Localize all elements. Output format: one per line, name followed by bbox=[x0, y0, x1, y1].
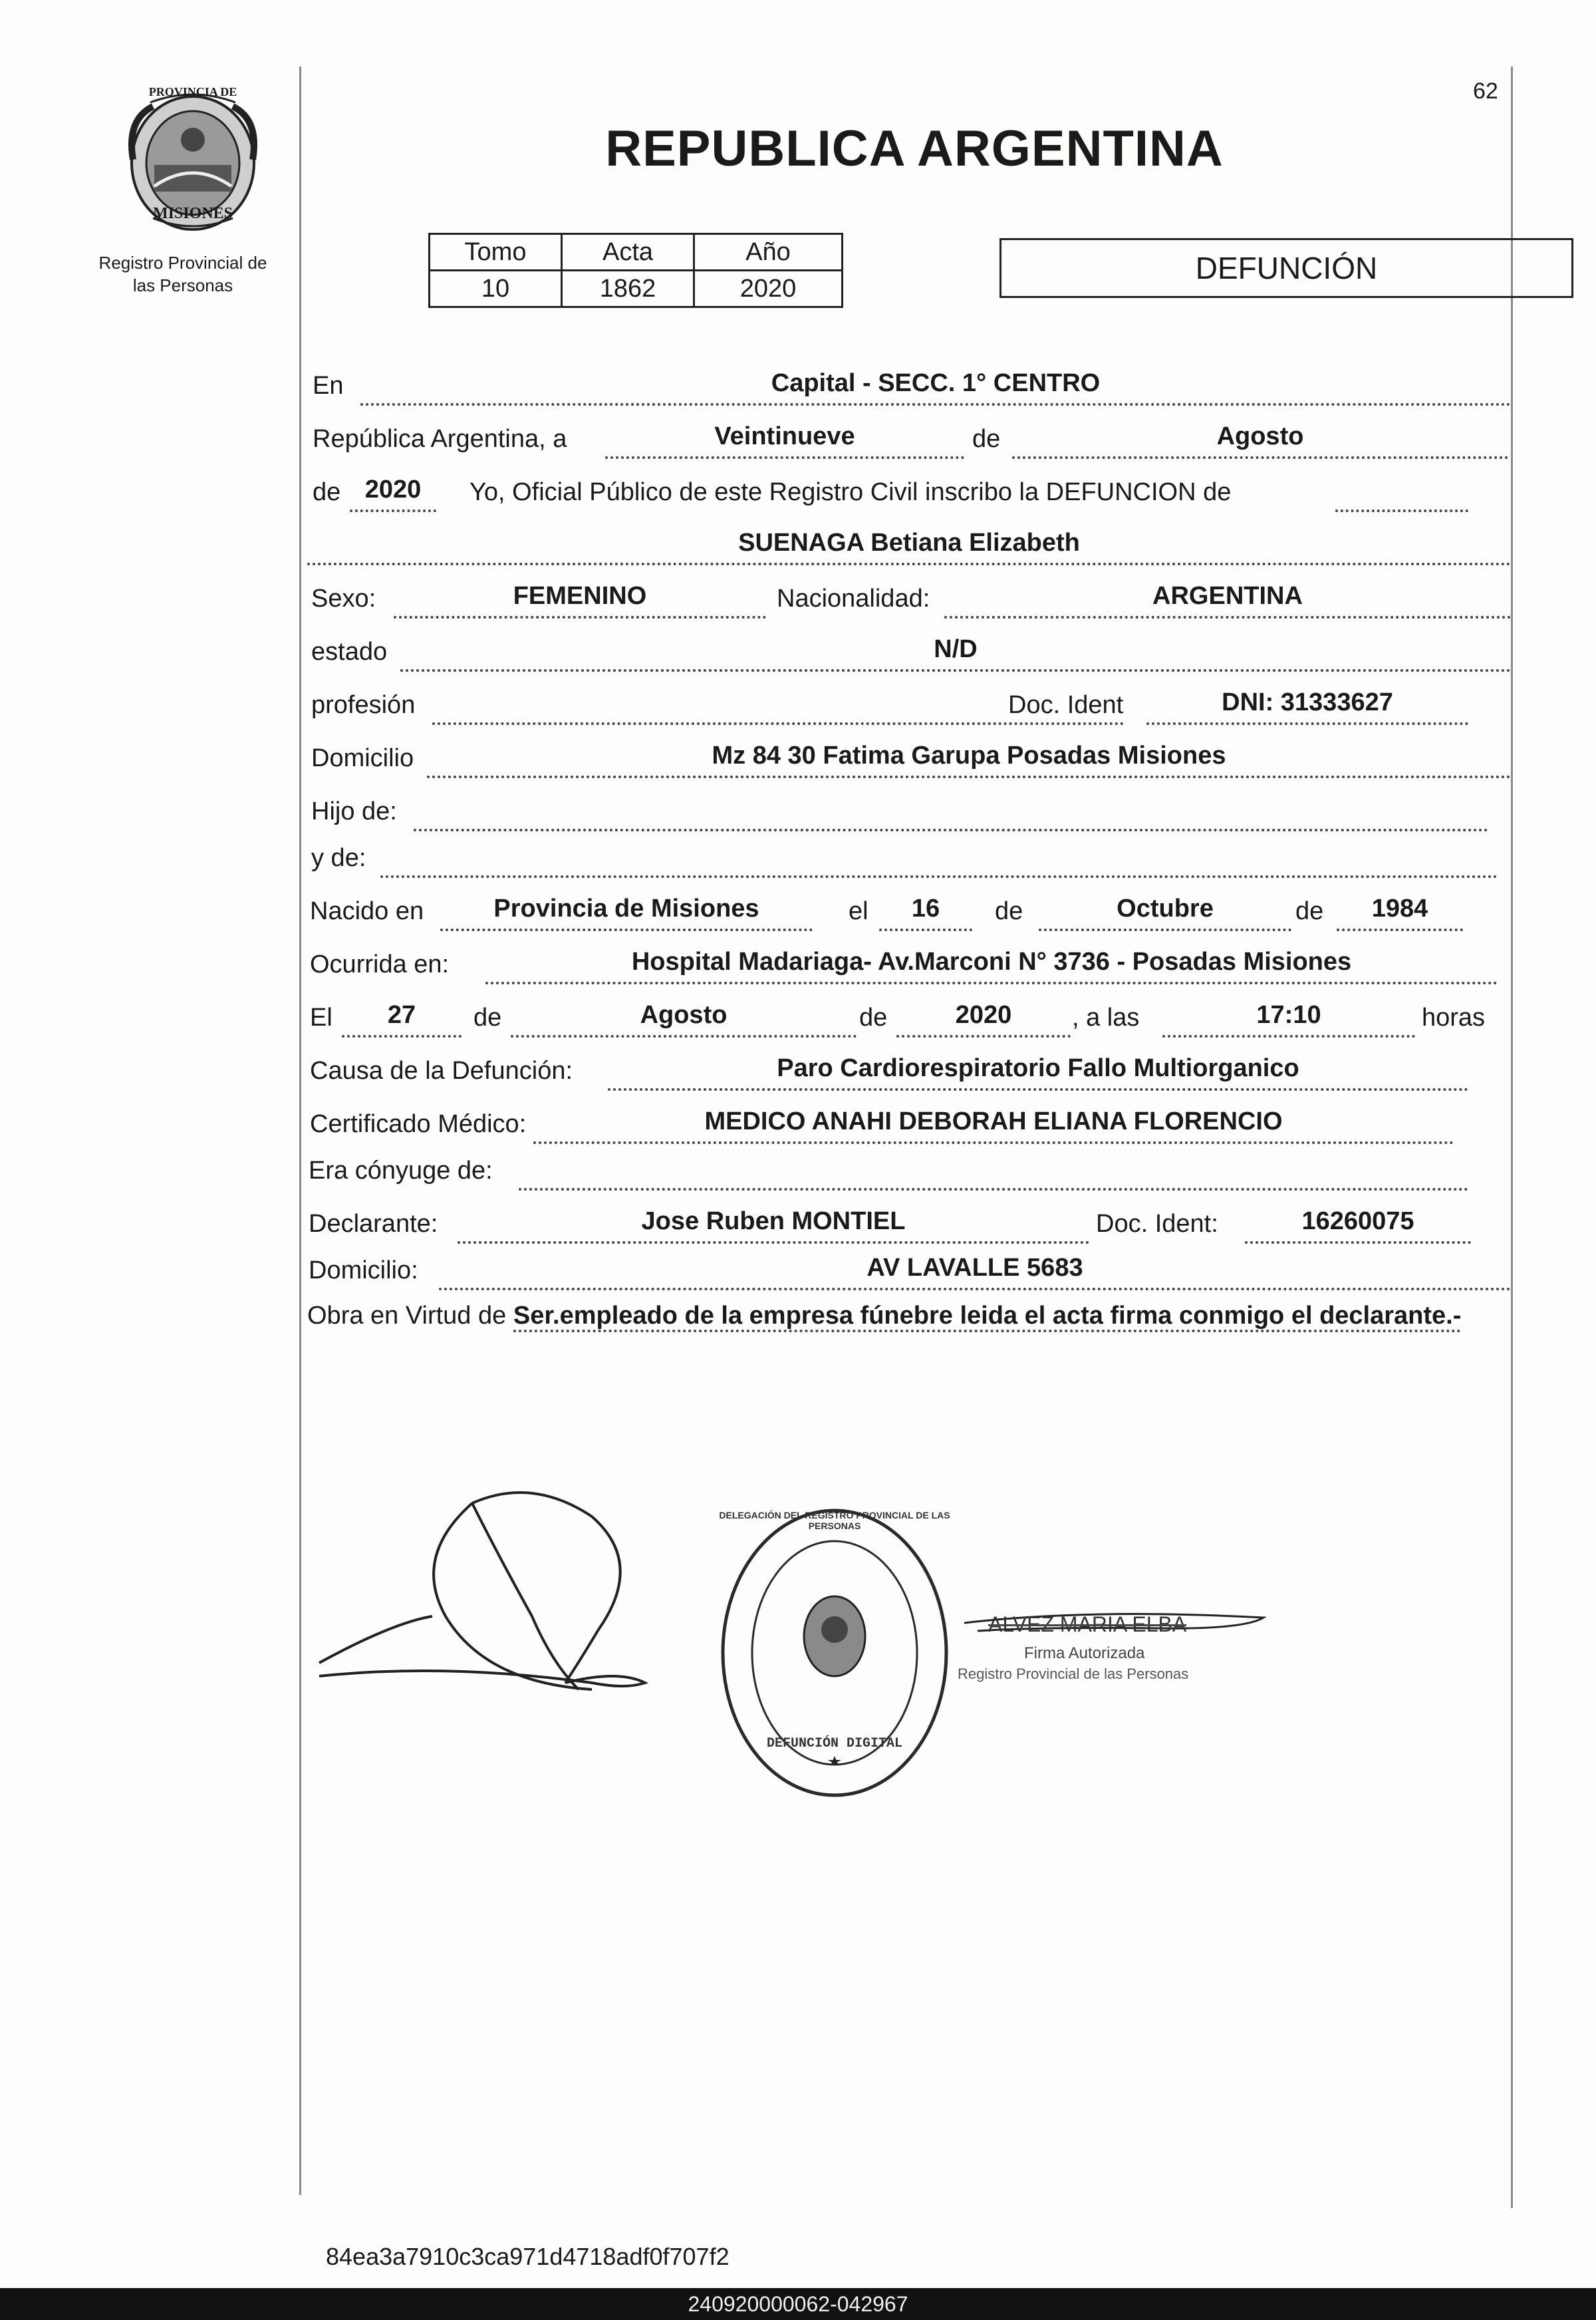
death-year-field bbox=[896, 998, 1071, 1038]
stamp-authorized-text: Firma Autorizada bbox=[1024, 1644, 1145, 1662]
death-year-value: 2020 bbox=[955, 1001, 1012, 1029]
row-ocurrida bbox=[307, 944, 1511, 986]
registry-caption-line2: las Personas bbox=[132, 275, 233, 295]
causa-label: Causa de la Defunción: bbox=[310, 1057, 573, 1085]
estado-value: N/D bbox=[934, 635, 978, 663]
header-tomo: Tomo bbox=[430, 234, 562, 271]
registry-caption bbox=[73, 251, 293, 297]
header-ano: Año bbox=[694, 234, 843, 271]
death-month-field bbox=[511, 998, 857, 1038]
nacido-field bbox=[440, 891, 813, 931]
inscribo-tail-field bbox=[1335, 472, 1468, 512]
document-hash: 84ea3a7910c3ca971d4718adf0f707f2 bbox=[326, 2243, 730, 2270]
row-estado bbox=[307, 632, 1511, 673]
nacido-label: Nacido en bbox=[310, 897, 424, 925]
ocurrida-value: Hospital Madariaga- Av.Marconi N° 3736 - Posadas Misiones bbox=[631, 948, 1352, 976]
registry-caption-line1: Registro Provincial de bbox=[98, 253, 267, 273]
official-signature bbox=[313, 1463, 658, 1743]
alas-label: , a las bbox=[1072, 1004, 1140, 1032]
official-round-stamp bbox=[715, 1500, 954, 1806]
decl-domicilio-label: Domicilio: bbox=[309, 1256, 418, 1284]
name-stamp bbox=[958, 1603, 1277, 1689]
stamp-name-text: ALVEZ MARIA ELBA bbox=[988, 1612, 1187, 1636]
certificado-label: Certificado Médico: bbox=[310, 1110, 527, 1138]
footer-code-bar: 240920000062-042967 bbox=[0, 2288, 1596, 2320]
birth-day-value: 16 bbox=[911, 895, 940, 923]
doc-value: DNI: 31333627 bbox=[1222, 688, 1393, 716]
de-birth-month-label: de bbox=[995, 897, 1023, 925]
row-yde bbox=[307, 838, 1511, 879]
year-value: 2020 bbox=[364, 476, 422, 504]
estado-field bbox=[400, 632, 1511, 672]
row-declarante bbox=[307, 1204, 1511, 1245]
el-label: el bbox=[849, 897, 868, 925]
row-nacido bbox=[307, 891, 1511, 933]
decl-doc-label: Doc. Ident: bbox=[1096, 1210, 1218, 1238]
name-field bbox=[307, 525, 1511, 565]
row-name bbox=[307, 525, 1511, 567]
record-table-header-row bbox=[430, 234, 843, 271]
stamp-inner-text: DEFUNCIÓN DIGITAL bbox=[766, 1736, 903, 1751]
left-border-line bbox=[299, 67, 301, 2195]
row-death-date bbox=[307, 998, 1511, 1039]
death-day-field bbox=[342, 998, 462, 1038]
sexo-label: Sexo: bbox=[311, 585, 376, 613]
ocurrida-label: Ocurrida en: bbox=[310, 950, 450, 978]
ocurrida-field bbox=[485, 944, 1498, 984]
domicilio-value: Mz 84 30 Fatima Garupa Posadas Misiones bbox=[712, 742, 1226, 770]
en-label: En bbox=[313, 372, 344, 400]
en-value: Capital - SECC. 1° CENTRO bbox=[771, 369, 1101, 397]
de-death-year-label: de bbox=[859, 1004, 888, 1032]
row-domicilio bbox=[307, 738, 1511, 780]
value-acta: 1862 bbox=[562, 271, 694, 307]
republica-label: República Argentina, a bbox=[313, 425, 567, 453]
declarante-value: Jose Ruben MONTIEL bbox=[641, 1207, 906, 1235]
estado-label: estado bbox=[311, 638, 388, 666]
name-value: SUENAGA Betiana Elizabeth bbox=[738, 529, 1080, 557]
causa-value: Paro Cardiorespiratorio Fallo Multiorganico bbox=[777, 1054, 1299, 1082]
record-type-box: DEFUNCIÓN bbox=[999, 238, 1573, 298]
row-republica bbox=[307, 419, 1511, 460]
header-acta: Acta bbox=[562, 234, 694, 271]
birth-month-value: Octubre bbox=[1117, 895, 1214, 923]
yde-label: y de: bbox=[311, 844, 366, 872]
day-value: Veintinueve bbox=[714, 422, 855, 450]
doc-field bbox=[1146, 685, 1468, 725]
sexo-field bbox=[394, 579, 766, 619]
de-death-month-label: de bbox=[473, 1004, 502, 1032]
conyuge-label: Era cónyuge de: bbox=[309, 1157, 493, 1185]
row-causa bbox=[307, 1051, 1511, 1092]
doc-label: Doc. Ident bbox=[1008, 691, 1124, 719]
birth-year-value: 1984 bbox=[1371, 895, 1428, 923]
decl-domicilio-value: AV LAVALLE 5683 bbox=[866, 1254, 1083, 1282]
month-value: Agosto bbox=[1216, 422, 1304, 450]
decl-doc-value: 16260075 bbox=[1301, 1207, 1414, 1235]
El-label: El bbox=[310, 1004, 332, 1032]
en-field bbox=[360, 366, 1511, 406]
de-birth-year-label: de bbox=[1295, 897, 1324, 925]
certificado-value: MEDICO ANAHI DEBORAH ELIANA FLORENCIO bbox=[704, 1107, 1283, 1135]
record-table bbox=[428, 233, 843, 308]
row-certificado bbox=[307, 1104, 1511, 1145]
yde-field bbox=[380, 838, 1498, 878]
decl-domicilio-field bbox=[439, 1250, 1511, 1290]
row-en bbox=[307, 366, 1511, 407]
declarante-field bbox=[458, 1204, 1089, 1244]
obra-value: Ser.empleado de la empresa fúnebre leida el acta firma conmigo el declarante.- bbox=[513, 1302, 1462, 1332]
nacido-value: Provincia de Misiones bbox=[493, 895, 759, 923]
domicilio-label: Domicilio bbox=[311, 744, 414, 772]
nacionalidad-value: ARGENTINA bbox=[1152, 582, 1303, 610]
page-number: 62 bbox=[1473, 78, 1498, 104]
birth-day-field bbox=[879, 891, 972, 931]
stamp-outer-text: DELEGACIÓN DEL REGISTRO PROVINCIAL DE LAS PERSONAS bbox=[719, 1510, 950, 1531]
nacionalidad-label: Nacionalidad: bbox=[777, 585, 930, 613]
value-ano: 2020 bbox=[694, 271, 843, 307]
stamp-registry-text: Registro Provincial de las Personas bbox=[958, 1666, 1189, 1682]
row-conyuge bbox=[307, 1151, 1511, 1192]
row-decl-domicilio bbox=[307, 1250, 1511, 1292]
value-tomo: 10 bbox=[430, 271, 562, 307]
death-time-field bbox=[1162, 998, 1415, 1038]
de-year-label: de bbox=[313, 478, 341, 506]
declarante-label: Declarante: bbox=[309, 1210, 438, 1238]
profesion-label: profesión bbox=[311, 691, 416, 719]
row-profesion bbox=[307, 685, 1511, 726]
de-label: de bbox=[972, 425, 1001, 453]
domicilio-field bbox=[427, 738, 1511, 778]
seal-bottom-text: MISIONES bbox=[152, 205, 233, 222]
horas-label: horas bbox=[1422, 1004, 1486, 1032]
birth-month-field bbox=[1039, 891, 1291, 931]
birth-year-field bbox=[1337, 891, 1463, 931]
row-inscribo bbox=[307, 472, 1511, 513]
row-sexo bbox=[307, 579, 1511, 620]
nacionalidad-field bbox=[944, 579, 1511, 619]
obra-label: Obra en Virtud de bbox=[307, 1302, 507, 1330]
sexo-value: FEMENINO bbox=[513, 582, 647, 610]
conyuge-field bbox=[519, 1151, 1468, 1191]
certificado-field bbox=[533, 1104, 1454, 1144]
causa-field bbox=[608, 1051, 1468, 1091]
obra-paragraph bbox=[307, 1297, 1504, 1334]
hijo-field bbox=[414, 792, 1488, 831]
day-field bbox=[605, 419, 964, 459]
record-table-value-row bbox=[430, 271, 843, 307]
row-hijo bbox=[307, 792, 1511, 833]
decl-doc-field bbox=[1245, 1204, 1471, 1244]
death-month-value: Agosto bbox=[640, 1001, 728, 1029]
month-field bbox=[1012, 419, 1508, 459]
death-day-value: 27 bbox=[387, 1001, 416, 1029]
hijo-label: Hijo de: bbox=[311, 798, 397, 825]
page-title: REPUBLICA ARGENTINA bbox=[605, 120, 1224, 177]
right-border-line bbox=[1511, 67, 1513, 2208]
seal-ring-text: PROVINCIA DE bbox=[148, 85, 237, 98]
death-time-value: 17:10 bbox=[1256, 1001, 1321, 1029]
year-field bbox=[350, 472, 436, 512]
inscribo-text: Yo, Oficial Público de este Registro Civil inscribo la DEFUNCION de bbox=[469, 478, 1232, 506]
